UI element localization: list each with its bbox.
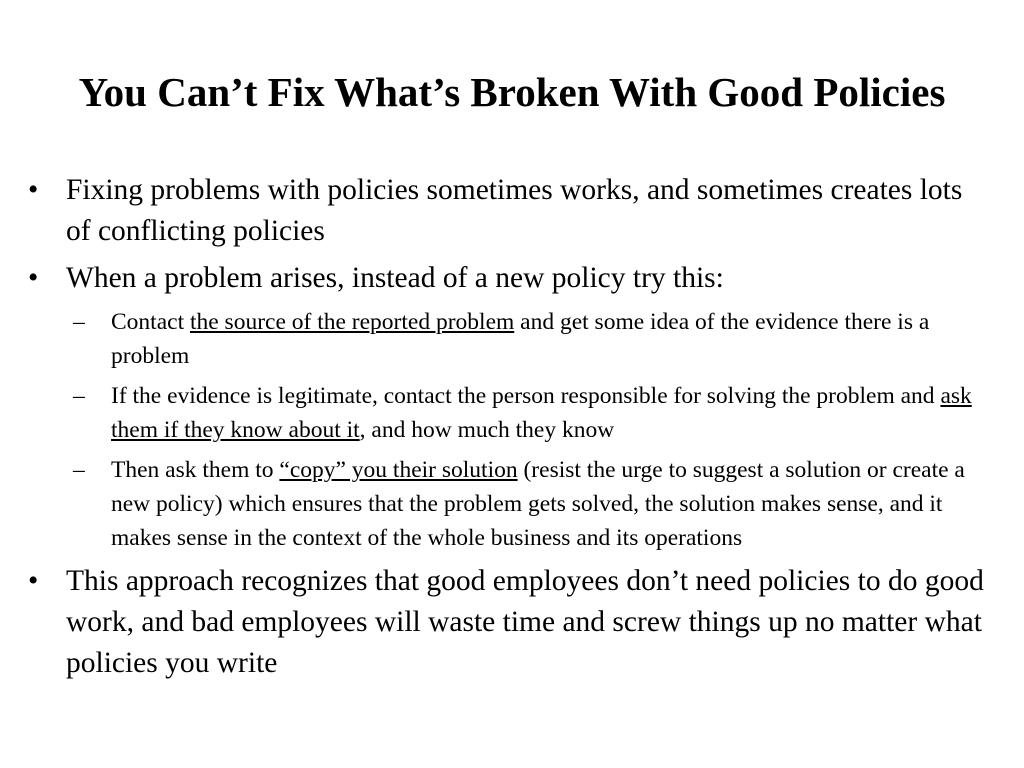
sub-bullet-item (73, 305, 988, 373)
sub-bullet-text-pre: Contact (111, 309, 190, 335)
sub-bullet-item (73, 379, 988, 447)
sub-bullet-text-post: and get some idea of the evidence there is a problem (111, 309, 930, 369)
dash-icon: – (73, 383, 85, 409)
sub-bullet-text-post: , and how much they know (359, 417, 615, 443)
slide-title: You Can’t Fix What’s Broken With Good Policies (78, 69, 946, 115)
bullet-text: This approach recognizes that good employees don’t need policies to do good work, and bad employees will waste time and screw things up no matter what policies you write (66, 565, 984, 679)
underlined-phrase: the source of the reported problem (189, 309, 515, 335)
bullet-icon: • (28, 565, 39, 597)
sub-bullet-item (73, 453, 988, 555)
bullet-item (28, 561, 988, 684)
bullet-text: Fixing problems with policies sometimes works, and sometimes creates lots of conflicting policies (66, 174, 963, 247)
sub-bullet-text-pre: If the evidence is legitimate, contact the person responsible for solving the problem and (111, 383, 941, 409)
bullet-item (28, 170, 988, 252)
underlined-phrase: “copy” you their solution (279, 457, 518, 483)
underlined-phrase: ask them if they know about it (111, 383, 972, 443)
sub-bullet-text-pre: Then ask them to (111, 457, 280, 483)
bullet-text: When a problem arises, instead of a new policy try this: (66, 262, 724, 294)
bullet-icon: • (28, 262, 39, 294)
dash-icon: – (73, 309, 85, 335)
bullet-item (28, 258, 988, 299)
dash-icon: – (73, 457, 85, 483)
bullet-icon: • (28, 174, 39, 206)
slide-body (28, 170, 988, 690)
sub-bullet-text-post: (resist the urge to suggest a solution or create a new policy) which ensures that the problem gets solved, the solution makes sense, and it makes sense in the context of the whole business and its operations (111, 457, 965, 551)
